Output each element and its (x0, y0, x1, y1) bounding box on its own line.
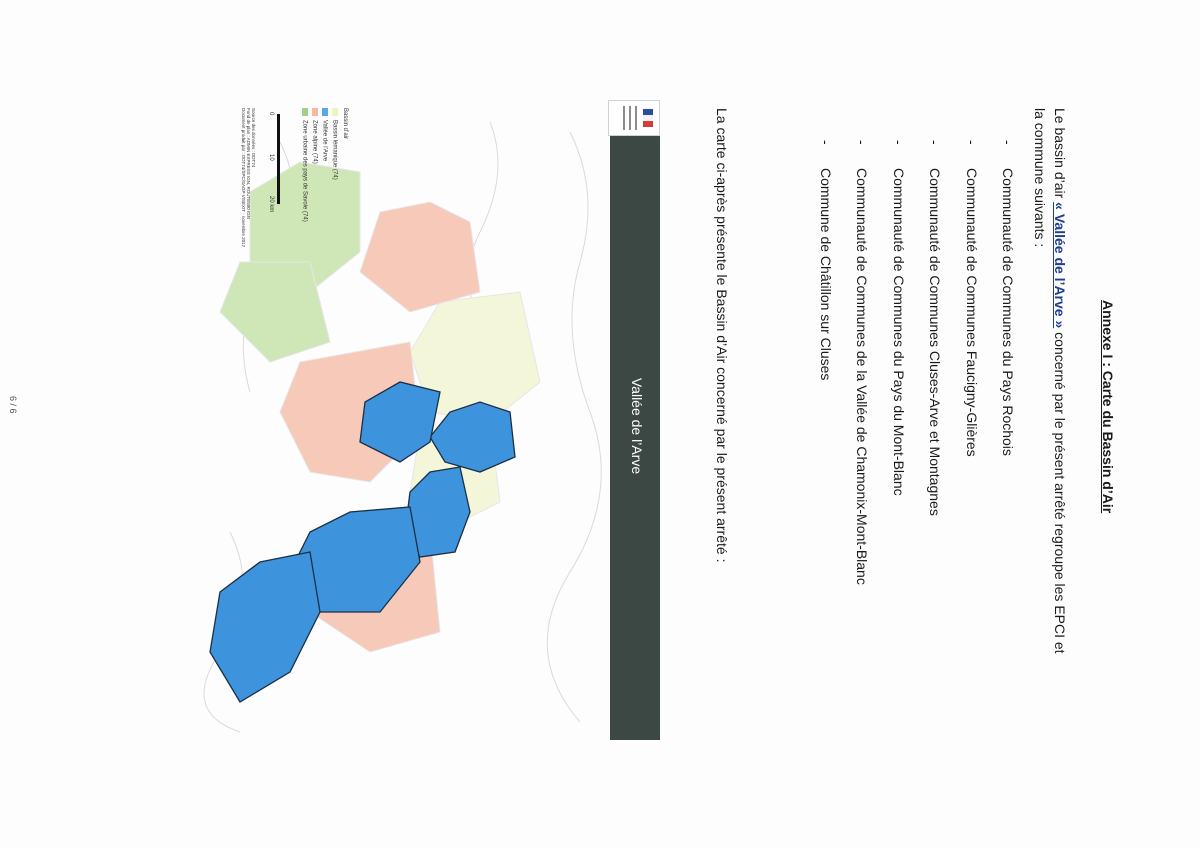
list-item: -Communauté de Communes du Pays du Mont-Blanc (891, 140, 907, 496)
basin-name-highlight: « Vallée de l’Arve » (1052, 202, 1068, 329)
scale-label: 20 km (268, 196, 274, 213)
scale-label: 0 (268, 112, 274, 116)
list-bullet: - (964, 140, 980, 145)
legend-swatch (322, 108, 328, 116)
legend-swatch (302, 108, 308, 116)
legend-item: Vallée de l’Arve (321, 108, 328, 161)
intro-paragraph-line2: la commune suivants : (1032, 108, 1048, 248)
annex-title: Annexe I : Carte du Bassin d’Air (1100, 300, 1116, 514)
legend-swatch (332, 108, 338, 116)
map-source-note: Source des données : DDT74 Fond de plan : ADMIN EXPRESS IGN, ROUTE500 IGN Document produit par : DDT74/SPC/SAGP VISEXIT - novembre 2017 (241, 108, 256, 248)
list-item: -Communauté de Communes Faucigny-Glières (964, 140, 980, 457)
legend-item: Bassin lémanique (74) (331, 108, 338, 180)
scale-bar (277, 114, 280, 204)
list-bullet: - (818, 140, 834, 145)
page-number: 6 / 6 (8, 396, 18, 414)
list-bullet: - (927, 140, 943, 145)
map-title-banner (610, 112, 660, 740)
map-title: Vallée de l’Arve (629, 377, 645, 475)
list-item: -Commune de Châtillon sur Cluses (818, 140, 834, 381)
zone-urbaine (220, 262, 330, 362)
scale-label: 10 (268, 154, 274, 161)
background-boundary (547, 132, 601, 722)
zone-alpine (360, 202, 480, 312)
legend-title: Bassin d’air (342, 108, 348, 140)
list-bullet: - (891, 140, 907, 145)
list-bullet: - (1000, 140, 1016, 145)
list-item: -Communauté de Communes du Pays Rochois (1000, 140, 1016, 456)
list-item: -Communauté de Communes Cluses-Arve et Montagnes (927, 140, 943, 516)
legend-swatch (312, 108, 318, 116)
list-item: -Communauté de Communes de la Vallée de Chamonix-Mont-Blanc (854, 140, 870, 585)
legend-item: Zone urbaine des pays de Savoie (74) (301, 108, 308, 222)
legend-item: Zone alpine (74) (311, 108, 318, 164)
prefecture-logo (608, 100, 660, 136)
list-bullet: - (854, 140, 870, 145)
intro-text-end: concerné par le présent arrêté regroupe les EPCI et (1052, 328, 1068, 654)
epci-vallee-chamonix (210, 552, 320, 702)
map-intro-sentence: La carte ci-après présente le Bassin d’Air concerné par le présent arrêté : (714, 108, 730, 563)
intro-text-start: Le bassin d’air (1052, 108, 1068, 203)
intro-paragraph (1052, 108, 1068, 654)
